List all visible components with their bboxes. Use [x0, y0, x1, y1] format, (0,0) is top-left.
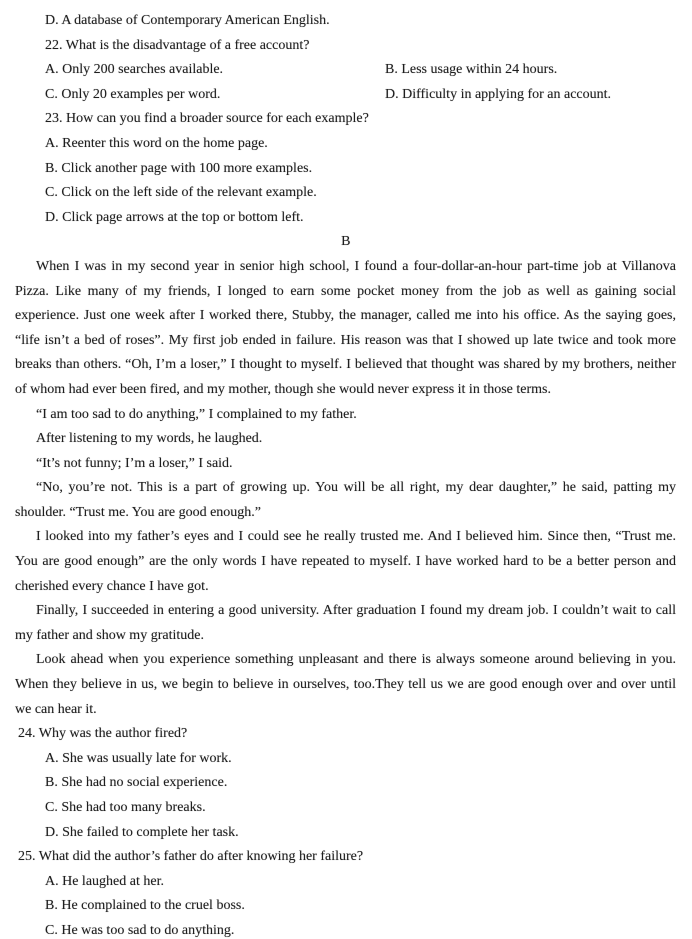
- q25-option-c: C. He was too sad to do anything.: [45, 922, 235, 938]
- q22-option-d: D. Difficulty in applying for an account.: [385, 86, 612, 102]
- section-b-heading: B: [341, 234, 351, 250]
- passage-paragraph-6: I looked into my father’s eyes and I could see he really trusted me. And I believed him. Since then, “Trust me. You are good enough” are the only words I have repeated to myself. I have worked hard to be a better person and cherished every chance I have got.: [15, 529, 676, 594]
- question-22-options-row-2: [45, 83, 676, 108]
- q25-option-b: B. He complained to the cruel boss.: [45, 898, 245, 914]
- passage-paragraph-4: “It’s not funny; I’m a loser,” I said.: [36, 455, 233, 471]
- q25-option-a: A. He laughed at her.: [45, 873, 164, 889]
- q24-option-c: C. She had too many breaks.: [45, 800, 206, 815]
- question-25-block: [18, 845, 676, 939]
- reading-passage: [0, 255, 692, 722]
- question-22-text: 22. What is the disadvantage of a free account?: [45, 37, 310, 53]
- question-21-option-d: D. A database of Contemporary American English.: [45, 13, 330, 28]
- question-22-options-row-1: [45, 58, 676, 83]
- q24-option-b: B. She had no social experience.: [45, 775, 228, 791]
- q24-option-d: D. She failed to complete her task.: [45, 824, 239, 840]
- q23-option-d: D. Click page arrows at the top or bottom left.: [45, 209, 304, 225]
- question-24-text: 24. Why was the author fired?: [18, 726, 188, 742]
- question-24-block: [18, 722, 676, 845]
- question-25-text: 25. What did the author’s father do after knowing her failure?: [18, 849, 364, 865]
- questions-block-upper: [45, 9, 676, 230]
- q24-option-a: A. She was usually late for work.: [45, 750, 232, 766]
- question-23-text: 23. How can you find a broader source for each example?: [45, 111, 369, 127]
- passage-paragraph-7: Finally, I succeeded in entering a good university. After graduation I found my dream job. I couldn’t wait to call my father and show my gratitude.: [15, 603, 676, 643]
- passage-paragraph-1: When I was in my second year in senior high school, I found a four-dollar-an-hour part-time job at Villanova Pizza. Like many of my friends, I longed to earn some pocket money from the job as well as gaining social experience. Just one week after I worked there, Stubby, the manager, called me into his office. As the saying goes, “life isn’t a bed of roses”. My first job ended in failure. His reason was that I showed up late twice and took more breaks than others. “Oh, I’m a loser,” I thought to myself. I believed that thought was shared by my brothers, neither of whom had ever been fired, and my mother, though she would never express it in those terms.: [15, 258, 676, 397]
- passage-paragraph-5: “No, you’re not. This is a part of growing up. You will be all right, my dear daughter,” he said, patting my shoulder. “Trust me. You are good enough.”: [15, 480, 676, 520]
- q22-option-b: B. Less usage within 24 hours.: [385, 62, 558, 78]
- q22-option-a: A. Only 200 searches available.: [45, 62, 224, 78]
- q23-option-a: A. Reenter this word on the home page.: [45, 135, 268, 151]
- q23-option-b: B. Click another page with 100 more examples.: [45, 160, 313, 176]
- passage-paragraph-3: After listening to my words, he laughed.: [36, 431, 263, 447]
- q23-option-c: C. Click on the left side of the relevant example.: [45, 185, 317, 201]
- passage-paragraph-2: “I am too sad to do anything,” I complained to my father.: [36, 406, 357, 422]
- passage-paragraph-8: Look ahead when you experience something unpleasant and there is always someone around believing in you. When they believe in us, we begin to believe in ourselves, too.They tell us we are good enough over and over until we can hear it.: [15, 652, 676, 717]
- q22-option-c: C. Only 20 examples per word.: [45, 86, 221, 102]
